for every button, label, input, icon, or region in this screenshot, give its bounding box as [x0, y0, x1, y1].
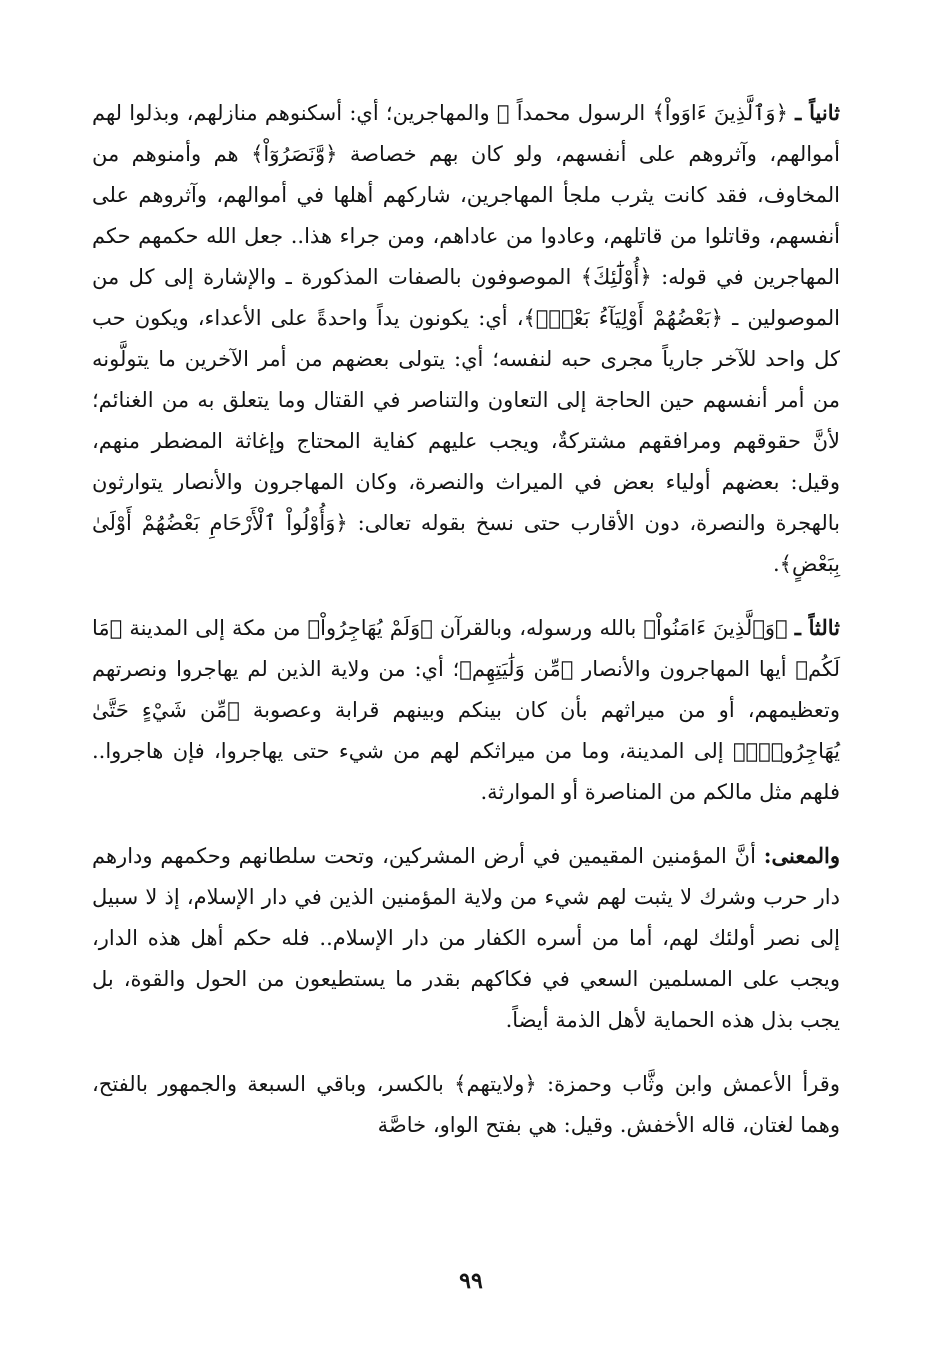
page-number: ٩٩ [459, 1268, 483, 1294]
paragraph-text: وقرأ الأعمش وابن وثَّاب وحمزة: ﴿ولايتهم﴾ بالكسر، وباقي السبعة والجمهور بالفتح، وهما لغتان، قاله الأخفش. وقيل: هي بفتح الواو، خاصَّة [92, 1072, 840, 1137]
paragraph-lead: والمعنى: [763, 843, 840, 868]
paragraph-meaning [92, 835, 840, 1041]
paragraph-lead: ثالثاً ـ [794, 615, 840, 640]
paragraph-lead: ثانياً ـ [795, 100, 840, 125]
paragraph-text: ﴿وَٱلَّذِينَ ءَامَنُواْ﴾ بالله ورسوله، وبالقرآن ﴿وَلَمْ يُهَاجِرُواْ﴾ من مكة إلى المدينة ﴿مَا لَكُم﴾ أيها المهاجرون والأنصار ﴿مِّن وَلَٰيَتِهِم﴾؛ أي: من ولاية الذين لم يهاجروا ونصرتهم وتعظيمهم، أو من ميراثهم بأن كان بينكم وبينهم قرابة وعصوبة ﴿مِّن شَيْءٍ حَتَّىٰ يُهَاجِرُواْۚ﴾ إلى المدينة، وما من ميراثكم لهم من شيء حتى يهاجروا، فإن هاجروا.. فلهم مثل مالكم من المناصرة أو الموارثة. [92, 616, 840, 804]
page-body [92, 92, 840, 1146]
paragraph-second [92, 92, 840, 585]
paragraph-text: أنَّ المؤمنين المقيمين في أرض المشركين، وتحت سلطانهم وحكمهم ودارهم دار حرب وشرك لا يثبت لهم شيء من ولاية المؤمنين الذين في دار الإسلام، إذ لا سبيل إلى نصر أولئك لهم، أما من أسره الكفار من دار الإسلام.. فله حكم أهل هذه الدار، ويجب على المسلمين السعي في فكاكهم بقدر ما يستطيعون من الحول والقوة، بل يجب بذل هذه الحماية لأهل الذمة أيضاً. [92, 844, 840, 1032]
paragraph-third [92, 607, 840, 813]
paragraph-readings [92, 1063, 840, 1146]
paragraph-text: ﴿وَٱلَّذِينَ ءَاوَواْ﴾ الرسول محمداً ﷺ والمهاجرين؛ أي: أسكنوهم منازلهم، وبذلوا لهم أموالهم، وآثروهم على أنفسهم، ولو كان بهم خصاصة ﴿وَّنَصَرُوٓاْ﴾ هم وأمنوهم من المخاوف، فقد كانت يثرب ملجأ المهاجرين، شاركهم أهلها في أموالهم، وآثروهم على أنفسهم، وقاتلوا من قاتلهم، وعادوا من عاداهم، ومن جراء هذا.. جعل الله حكمهم حكم المهاجرين في قوله: ﴿أُوْلَٰٓئِكَ﴾ الموصوفون بالصفات المذكورة ـ والإشارة إلى كل من الموصولين ـ ﴿بَعْضُهُمْ أَوْلِيَآءُ بَعْضٍۚ﴾، أي: يكونون يداً واحدةً على الأعداء، ويكون حب كل واحد للآخر جارياً مجرى حبه لنفسه؛ أي: يتولى بعضهم من أمر الآخرين ما يتولَّونه من أمر أنفسهم حين الحاجة إلى التعاون والتناصر في القتال وما يتعلق به من الغنائم؛ لأنَّ حقوقهم ومرافقهم مشتركةٌ، ويجب عليهم كفاية المحتاج وإغاثة المضطر منهم، وقيل: بعضهم أولياء بعض في الميراث والنصرة، وكان المهاجرون والأنصار يتوارثون بالهجرة والنصرة، دون الأقارب حتى نسخ بقوله تعالى: ﴿وَأُوْلُواْ ٱلْأَرْحَامِ بَعْضُهُمْ أَوْلَىٰ بِبَعْضٍ﴾. [92, 101, 840, 576]
